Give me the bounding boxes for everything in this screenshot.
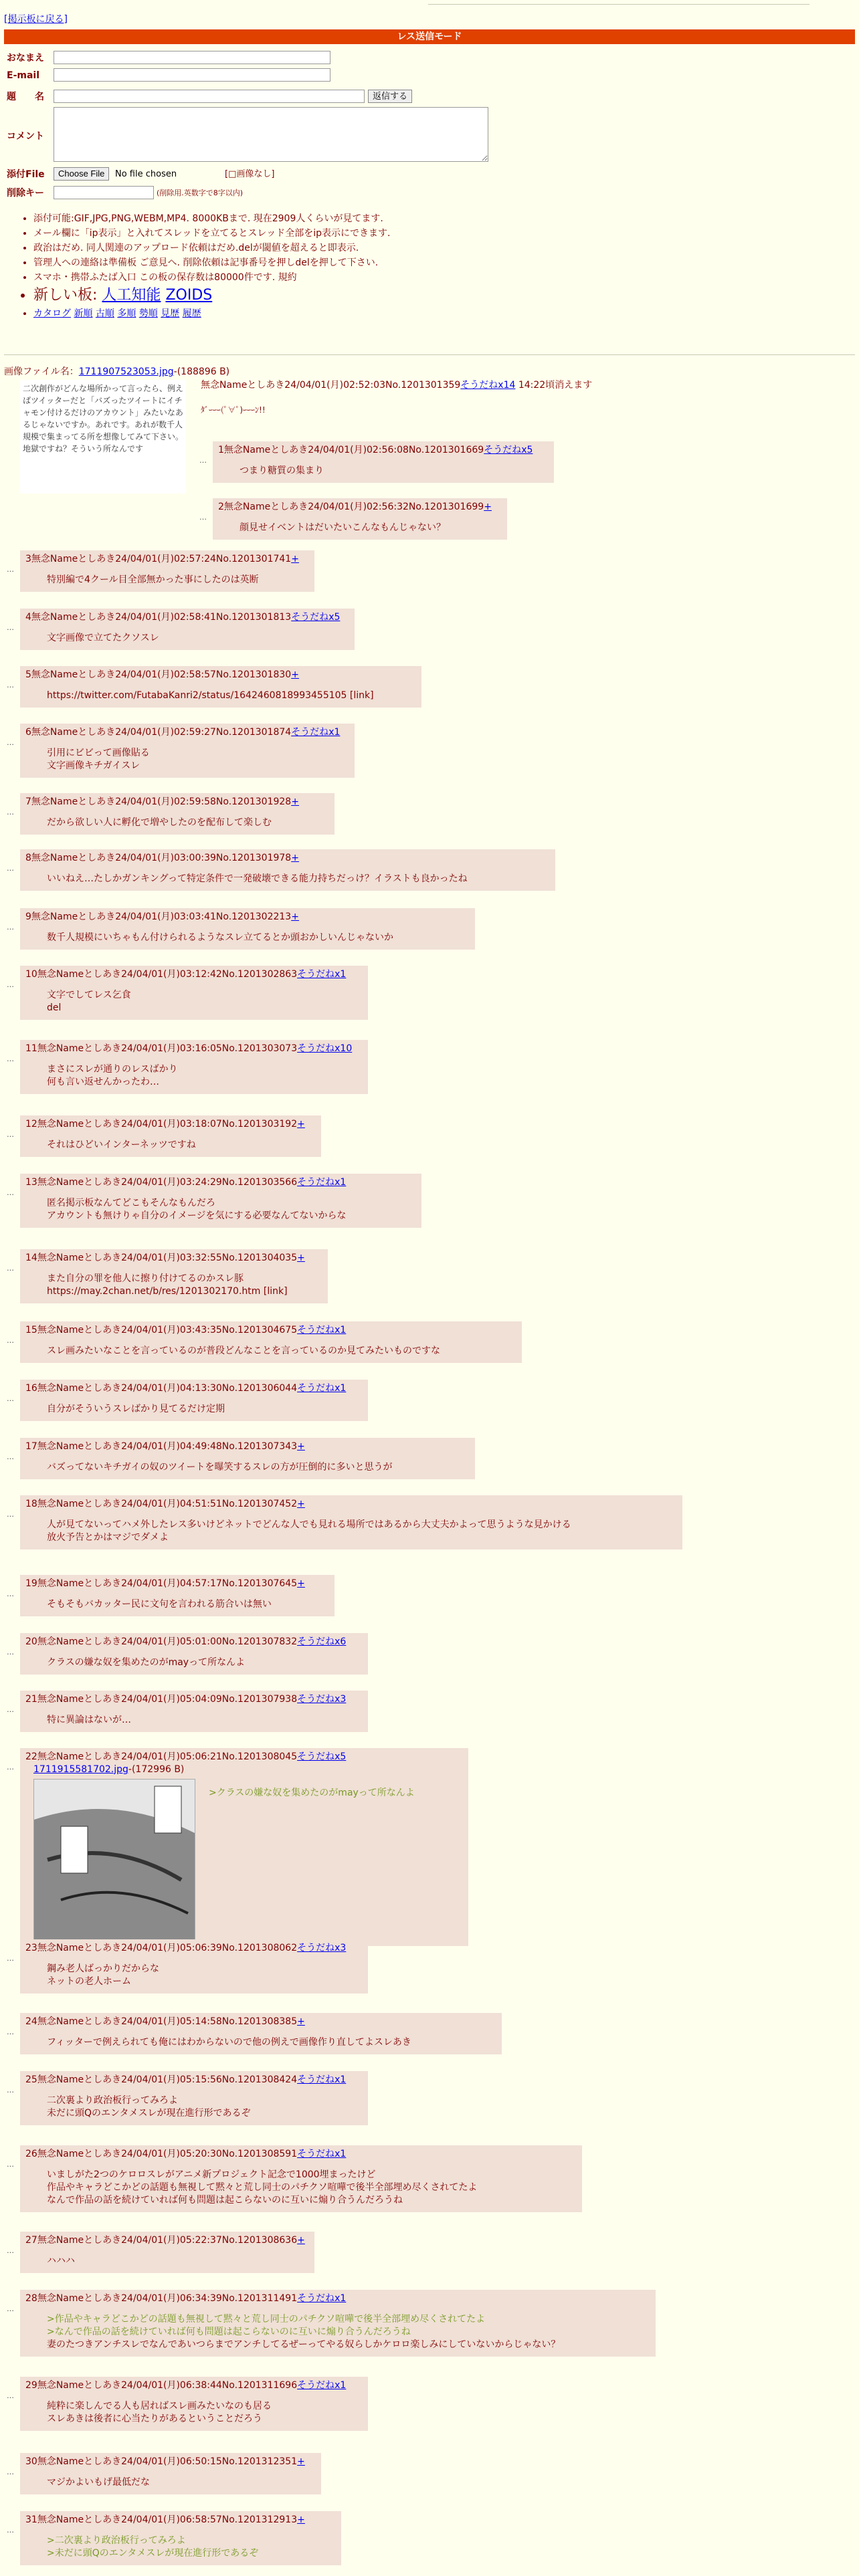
reply-body: そもそもバカッター民に文句を言われる筋合いは無い <box>47 1598 272 1610</box>
reply-number: 28 <box>25 2293 37 2304</box>
comment-label: コメント <box>7 131 44 142</box>
reply-body: マジかよいもげ最低だな <box>47 2476 150 2488</box>
reply-number: 17 <box>25 1441 37 1452</box>
reply-meta: 無念Nameとしあき24/04/01(月)02:58:41No.1201301813 <box>31 612 292 623</box>
reply-menu-icon[interactable]: … <box>7 2304 14 2313</box>
reply-body: フィッターで例えられても俺にはわからないので他の例えで画像作り直してよスレあき <box>47 2036 411 2048</box>
reply-post <box>20 1115 321 1157</box>
reply-meta: 無念Nameとしあき24/04/01(月)06:58:57No.1201312913 <box>37 2514 298 2525</box>
sodane-link[interactable]: + <box>297 1119 305 1130</box>
op-file-info: 画像ファイル名：1711907523053.jpg-(188896 B) <box>4 366 230 377</box>
reply-post <box>20 2511 341 2565</box>
reply-body: スレ画みたいなことを言っているのが普段どんなことを言っているのか見てみたいものですな <box>47 1345 440 1356</box>
sodane-link[interactable]: そうだねx1 <box>297 969 347 980</box>
rule-item: • メール欄に「ip表示」と入れてスレッドを立てるとスレッド全部をip表示にできます. <box>33 227 769 240</box>
reply-post <box>20 2232 314 2273</box>
reply-post <box>20 1321 522 1363</box>
reply-body: 特別編で4クール目全部無かった事にしたのは英断 <box>47 574 259 585</box>
reply-post <box>20 724 355 778</box>
reply-meta: 無念Nameとしあき24/04/01(月)03:00:39No.1201301978 <box>31 853 292 863</box>
manga-panel-image <box>34 1780 195 1940</box>
reply-number: 16 <box>25 1383 37 1394</box>
reply-header <box>25 1578 329 1590</box>
reply-number: 18 <box>25 1499 37 1509</box>
reply-post <box>20 1438 475 1479</box>
reply-header <box>25 1176 416 1189</box>
reply-post <box>20 2071 368 2125</box>
sodane-link[interactable]: + <box>297 1253 305 1263</box>
subject-input[interactable] <box>54 90 365 103</box>
subject-label: 題 名 <box>7 92 44 102</box>
reply-post <box>20 2453 321 2494</box>
reply-post <box>20 1633 368 1675</box>
reply-body: 文字でしてレス乞食 del <box>47 989 131 1013</box>
reply-header <box>25 968 363 981</box>
reply-mode-bar: レス送信モード <box>4 29 855 44</box>
reply-header <box>25 669 416 681</box>
thread-divider <box>4 354 855 355</box>
reply-body: まさにスレが通りのレスばかり 何も言い返せんかったわ… <box>47 1063 178 1087</box>
reply-post <box>20 1174 421 1228</box>
reply-body-line: >なんで作品の話を続けていれば何も問題は起こらないのに互いに煽り合うんだろうね <box>47 2326 411 2337</box>
reply-post <box>213 441 554 483</box>
reply-menu-icon[interactable]: … <box>7 2391 14 2400</box>
reply-number: 10 <box>25 969 37 980</box>
reply-post <box>20 2290 656 2357</box>
reply-header <box>25 1252 322 1265</box>
reply-menu-icon[interactable]: … <box>7 2526 14 2535</box>
reply-menu-icon[interactable]: … <box>7 1055 14 1063</box>
sodane-link[interactable]: そうだねx5 <box>291 612 341 623</box>
op-body: ﾀﾞｰｰｰ(ﾟ∀ﾟ)ｰｰｰﾝ!! <box>201 405 266 415</box>
reply-header <box>25 2456 316 2468</box>
new-board-link-zoids[interactable]: ZOIDS <box>165 287 213 304</box>
file-label: 添付File <box>7 169 45 180</box>
sodane-link[interactable]: + <box>291 853 299 863</box>
reply-header <box>25 1118 316 1131</box>
reply-menu-icon[interactable]: … <box>7 2028 14 2036</box>
new-boards: • 新しい板: 人工知能 ZOIDS <box>33 286 769 306</box>
reply-menu-icon[interactable]: … <box>7 2246 14 2255</box>
reply-body: バズってないキチガイの奴のツイートを曝笑するスレの方が圧倒的に多いと思うが <box>47 1461 393 1473</box>
sodane-link[interactable]: そうだねx1 <box>297 2293 347 2304</box>
sodane-link[interactable]: そうだねx1 <box>297 2149 347 2159</box>
reply-body: >クラスの嫌な奴を集めたのがmayって所なんよ <box>209 1787 415 1798</box>
op-file-link[interactable]: 1711907523053.jpg <box>78 366 174 377</box>
reply-body: だから欲しい人に孵化で増やしたのを配布して楽しむ <box>47 817 272 828</box>
reply-meta: 無念Nameとしあき24/04/01(月)04:51:51No.1201307452 <box>37 1499 298 1509</box>
sodane-link[interactable]: + <box>297 2016 305 2027</box>
sodane-link[interactable]: そうだねx3 <box>297 1694 347 1705</box>
reply-menu-icon[interactable]: … <box>7 565 14 574</box>
name-label: おなまえ <box>7 53 44 64</box>
sort-old-link[interactable]: 古順 <box>95 308 114 320</box>
op-image-thumbnail[interactable]: 二次創作がどんな場所かって言ったら、例えばツイッターだと「バズったツイートにイチャモン付けるだけのアカウント」みたいなあるじゃないですか。あれです。あれが数千人規模で集まってる所を想像してみて下さい。地獄ですね？そういう所なんです <box>20 380 186 494</box>
reply-post <box>20 966 368 1020</box>
reply-menu-icon[interactable]: … <box>7 1648 14 1656</box>
sodane-link[interactable]: そうだねx3 <box>297 1943 347 1953</box>
sodane-link[interactable]: そうだねx1 <box>297 2380 347 2391</box>
op-sodane-link[interactable]: そうだねx14 <box>460 380 516 391</box>
reply-post <box>20 2377 368 2431</box>
reply-number: 11 <box>25 1043 37 1054</box>
reply-menu-icon[interactable]: … <box>7 1394 14 1403</box>
catalog-link[interactable]: カタログ <box>33 308 71 320</box>
reply-meta: 無念Nameとしあき24/04/01(月)03:16:05No.1201303073 <box>37 1043 298 1054</box>
reply-number: 23 <box>25 1943 37 1953</box>
reply-header <box>25 2016 496 2028</box>
sodane-link[interactable]: + <box>297 1499 305 1509</box>
reply-meta: 無念Nameとしあき24/04/01(月)06:38:44No.1201311696 <box>37 2380 298 2391</box>
reply-header <box>25 2514 336 2527</box>
reply-menu-icon[interactable]: … <box>7 1453 14 1461</box>
sodane-link[interactable]: そうだねx1 <box>297 1177 347 1188</box>
sort-new-link[interactable]: 新順 <box>74 308 93 320</box>
reply-body: 匿名掲示板なんてどこもそんなもんだろ アカウントも無けりゃ自分のイメージを気にする必要なんてないからな <box>47 1197 347 1221</box>
reply-header <box>25 1440 470 1453</box>
no-file-text: No file chosen <box>115 169 177 179</box>
reply-number: 8 <box>25 853 31 863</box>
reply-post <box>20 550 314 592</box>
reply-meta: 無念Nameとしあき24/04/01(月)02:59:27No.1201301874 <box>31 727 292 738</box>
reply-number: 6 <box>25 727 31 738</box>
sodane-link[interactable]: + <box>291 669 299 680</box>
sodane-link[interactable]: そうだねx5 <box>297 1751 347 1762</box>
reply-body: 自分がそういうスレばかり見てるだけ定期 <box>47 1403 225 1414</box>
reply-header <box>25 611 349 624</box>
reply-meta: 無念Nameとしあき24/04/01(月)03:12:42No.1201302863 <box>37 969 298 980</box>
submit-reply-button[interactable]: 返信する <box>368 90 412 103</box>
reply-number: 13 <box>25 1177 37 1188</box>
reply-menu-icon[interactable]: … <box>7 1188 14 1197</box>
reply-menu-icon[interactable]: … <box>7 923 14 932</box>
reply-body-line: >作品やキャラどこかどの話題も無視して黙々と荒し同士のパチクソ喧嘩で後半全部埋め尽くされてたよ <box>47 2313 486 2325</box>
reply-file-link[interactable]: 1711915581702.jpg <box>33 1763 128 1775</box>
sodane-link[interactable]: そうだねx1 <box>297 2074 347 2085</box>
reply-meta: 無念Nameとしあき24/04/01(月)06:34:39No.1201311491 <box>37 2293 298 2304</box>
sodane-link[interactable]: そうだねx10 <box>297 1043 353 1054</box>
sodane-link[interactable]: + <box>291 796 299 807</box>
reply-number: 24 <box>25 2016 37 2027</box>
reply-meta: 無念Nameとしあき24/04/01(月)04:57:17No.1201307645 <box>37 1578 298 1589</box>
reply-meta: 無念Nameとしあき24/04/01(月)05:06:21No.1201308045 <box>37 1751 298 1762</box>
sodane-link[interactable]: そうだねx6 <box>297 1636 347 1647</box>
reply-number: 25 <box>25 2074 37 2085</box>
reply-body: 人が見てないってハメ外したレス多いけどネットでどんな人でも見れる場所ではあるから大丈夫かよって思うような見かける 放火予告とかはマジでダメよ <box>47 1519 571 1543</box>
reply-meta: 無念Nameとしあき24/04/01(月)05:22:37No.1201308636 <box>37 2235 298 2246</box>
sodane-link[interactable]: + <box>484 502 492 512</box>
reply-header <box>25 553 309 566</box>
reply-menu-icon[interactable]: … <box>7 864 14 873</box>
reply-meta: 無念Nameとしあき24/04/01(月)02:57:24No.1201301741 <box>31 554 292 564</box>
reply-number: 9 <box>25 911 31 922</box>
reply-menu-icon[interactable]: … <box>7 738 14 747</box>
reply-header <box>25 1636 363 1648</box>
reply-meta: 無念Nameとしあき24/04/01(月)05:01:00No.1201307832 <box>37 1636 298 1647</box>
reply-number: 3 <box>25 554 31 564</box>
reply-meta: 無念Nameとしあき24/04/01(月)02:58:57No.1201301830 <box>31 669 292 680</box>
reply-post <box>20 849 555 891</box>
reply-meta: 無念Nameとしあき24/04/01(月)05:20:30No.1201308591 <box>37 2149 298 2159</box>
reply-body: 鋼み老人ばっかりだからな ネットの老人ホーム <box>47 1963 159 1987</box>
rule-item: • 政治はだめ. 同人関連のアップロード依頼はだめ.delが閾値を超えると即表示. <box>33 242 769 255</box>
reply-number: 31 <box>25 2514 37 2525</box>
reply-header <box>25 2148 577 2161</box>
reply-menu-icon[interactable]: … <box>7 1336 14 1345</box>
reply-body: つまり糖質の集まり <box>240 465 324 476</box>
name-input[interactable] <box>54 51 330 64</box>
reply-body: いいねえ…たしかガンキングって特定条件で一発破壊できる能力持ちだっけ？イラストも良かったね <box>47 873 468 884</box>
reply-number: 12 <box>25 1119 37 1130</box>
sodane-link[interactable]: そうだねx1 <box>291 727 341 738</box>
reply-menu-icon[interactable]: … <box>7 1763 14 1772</box>
reply-menu-icon[interactable]: … <box>199 456 207 465</box>
reply-number: 21 <box>25 1694 37 1705</box>
reply-number: 1 <box>218 445 224 455</box>
reply-meta: 無念Nameとしあき24/04/01(月)03:43:35No.1201304675 <box>37 1325 298 1335</box>
comment-textarea[interactable] <box>54 107 488 162</box>
reply-post <box>20 1575 335 1616</box>
reply-body: ハハハ <box>47 2255 75 2266</box>
reply-header <box>25 2379 363 2392</box>
reply-post <box>213 498 507 540</box>
rule-item: • 管理人への連絡は準備板 ご意見へ. 削除依頼は記事番号を押しdelを押して下さい. <box>33 257 769 270</box>
reply-menu-icon[interactable]: … <box>7 2468 14 2476</box>
reply-number: 2 <box>218 502 224 512</box>
reply-post <box>20 1380 368 1421</box>
reply-menu-icon[interactable]: … <box>7 980 14 989</box>
reply-body: 特に異論はないが… <box>47 1714 131 1725</box>
reply-post <box>20 908 475 950</box>
reply-meta: 無念Nameとしあき24/04/01(月)05:15:56No.1201308424 <box>37 2074 298 2085</box>
reply-body: また自分の罪を他人に擦り付けてるのかスレ豚 https://may.2chan.net/b/res/1201302170.htm [link] <box>47 1273 288 1297</box>
reply-meta: 無念Nameとしあき24/04/01(月)06:50:15No.1201312351 <box>37 2456 298 2467</box>
reply-post <box>20 1495 682 1549</box>
reply-body: 純粋に楽しんでる人も居ればスレ画みたいなのも居る スレあきは後者に心当たりがあるということだろう <box>47 2400 272 2424</box>
sodane-link[interactable]: + <box>291 554 299 564</box>
delkey-note: (削除用.英数字で8字以内) <box>157 189 244 197</box>
reply-body: 文字画像で立てたクソスレ <box>47 632 159 643</box>
reply-menu-icon[interactable]: … <box>7 1264 14 1273</box>
reply-body: https://twitter.com/FutabaKanri2/status/1642460818993455105 [link] <box>47 689 374 701</box>
reply-post <box>20 666 421 708</box>
email-label: E-mail <box>7 70 40 81</box>
sodane-link[interactable]: + <box>297 2514 305 2525</box>
rule-item: • 添付可能:GIF,JPG,PNG,WEBM,MP4. 8000KBまで. 現在2909人くらいが見てます. <box>33 213 769 225</box>
reply-body: それはひどいインターネッツですね <box>47 1139 196 1150</box>
reply-number: 27 <box>25 2235 37 2246</box>
sodane-link[interactable]: そうだねx1 <box>297 1383 347 1394</box>
reply-meta: 無念Nameとしあき24/04/01(月)05:06:39No.1201308062 <box>37 1943 298 1953</box>
reply-post <box>20 2145 582 2212</box>
reply-header <box>25 1382 363 1395</box>
reply-header <box>25 726 349 739</box>
sodane-link[interactable]: + <box>297 1578 305 1589</box>
reply-file-size: -(172996 B) <box>128 1763 185 1775</box>
reply-post <box>20 1040 368 1094</box>
reply-number: 15 <box>25 1325 37 1335</box>
reply-post <box>20 1748 468 1946</box>
delkey-label: 削除キー <box>7 188 44 199</box>
email-input[interactable] <box>54 68 330 82</box>
reply-post <box>20 793 335 835</box>
viewed-history-link[interactable]: 見歴 <box>161 308 180 320</box>
sodane-link[interactable]: そうだねx5 <box>484 445 533 455</box>
rule-item: • スマホ・携帯ふたば入口 この板の保存数は80000件です. 規約 <box>33 272 769 284</box>
reply-post <box>20 2013 502 2054</box>
reply-number: 5 <box>25 669 31 680</box>
reply-number: 29 <box>25 2380 37 2391</box>
reply-number: 14 <box>25 1253 37 1263</box>
reply-body: 数千人規模にいちゃもん付けられるようなスレ立てるとか頭おかしいんじゃないか <box>47 932 393 943</box>
reply-meta: 無念Nameとしあき24/04/01(月)02:56:32No.1201301699 <box>223 502 484 512</box>
reply-menu-icon[interactable]: … <box>7 1130 14 1139</box>
sort-many-link[interactable]: 多順 <box>117 308 136 320</box>
reply-menu-icon[interactable]: … <box>7 681 14 689</box>
sodane-link[interactable]: + <box>297 2456 305 2467</box>
reply-header <box>218 444 549 457</box>
reply-body: 顔見せイベントはだいたいこんなもんじゃない？ <box>240 522 446 533</box>
history-link[interactable]: 履歴 <box>182 308 201 320</box>
reply-post <box>20 1249 328 1303</box>
reply-menu-icon[interactable]: … <box>7 808 14 817</box>
reply-post <box>20 1691 368 1732</box>
reply-number: 26 <box>25 2149 37 2159</box>
reply-meta: 無念Nameとしあき24/04/01(月)03:24:29No.1201303566 <box>37 1177 298 1188</box>
reply-header <box>25 1751 463 1763</box>
reply-meta: 無念Nameとしあき24/04/01(月)02:56:08No.1201301669 <box>223 445 484 455</box>
reply-header <box>25 2074 363 2086</box>
reply-file-info <box>33 1763 463 1776</box>
top-divider <box>428 4 809 5</box>
reply-header <box>25 1498 677 1511</box>
reply-header <box>25 911 470 924</box>
reply-menu-icon[interactable]: … <box>7 1510 14 1519</box>
reply-meta: 無念Nameとしあき24/04/01(月)04:49:48No.1201307343 <box>37 1441 298 1452</box>
no-image-checkbox[interactable]: [□画像なし] <box>225 169 275 179</box>
delete-key-input[interactable] <box>54 186 154 199</box>
reply-body: 二次裏より政治板行ってみろよ 未だに頭Qのエンタメスレが現在進行形であるぞ <box>47 2095 251 2119</box>
reply-body-line: 妻のたつきアンチスレでなんであいつらまでアンチしてるぜーってやる奴らしかケロロ楽しみにしていないからじゃない？ <box>47 2339 561 2350</box>
reply-header <box>25 2234 309 2247</box>
reply-header <box>25 1693 363 1706</box>
reply-menu-icon[interactable]: … <box>7 1954 14 1963</box>
reply-menu-icon[interactable]: … <box>7 1705 14 1714</box>
reply-menu-icon[interactable]: … <box>7 2160 14 2169</box>
sodane-link[interactable]: + <box>297 2235 305 2246</box>
reply-meta: 無念Nameとしあき24/04/01(月)02:59:58No.1201301928 <box>31 796 292 807</box>
reply-meta: 無念Nameとしあき24/04/01(月)03:03:41No.1201302213 <box>31 911 292 922</box>
reply-number: 7 <box>25 796 31 807</box>
sodane-link[interactable]: + <box>297 1441 305 1452</box>
reply-body: >二次裏より政治板行ってみろよ >未だに頭Qのエンタメスレが現在進行形であるぞ <box>47 2535 259 2559</box>
reply-number: 19 <box>25 1578 37 1589</box>
reply-meta: 無念Nameとしあき24/04/01(月)03:18:07No.1201303192 <box>37 1119 298 1130</box>
reply-header <box>25 1324 516 1337</box>
choose-file-button[interactable]: Choose File <box>54 167 109 181</box>
reply-menu-icon[interactable]: … <box>7 623 14 632</box>
reply-body <box>47 2313 650 2351</box>
reply-meta: 無念Nameとしあき24/04/01(月)04:13:30No.1201306044 <box>37 1383 298 1394</box>
board-rules <box>33 213 769 322</box>
reply-body: いましがた2つのケロロスレがアニメ新プロジェクト記念で1000埋まったけど 作品やキャラどこかどの話題も無視して黙々と荒し同士のパチクソ喧嘩で後半全部埋め尽くされてたよ なんで作品の話を続けていれば何も問題は起こらないのに互いに煽り合うんだろうね <box>47 2169 478 2206</box>
reply-post <box>20 609 355 650</box>
reply-header <box>25 796 329 809</box>
sort-momentum-link[interactable]: 勢順 <box>138 308 158 320</box>
catalog-links <box>33 308 769 320</box>
reply-meta: 無念Nameとしあき24/04/01(月)05:04:09No.1201307938 <box>37 1694 298 1705</box>
sodane-link[interactable]: + <box>291 911 299 922</box>
reply-body: 引用にビビって画像貼る 文字画像キチガイスレ <box>47 747 150 771</box>
reply-header <box>25 1942 363 1955</box>
reply-image-thumbnail[interactable] <box>33 1779 195 1941</box>
op-header: 無念Nameとしあき24/04/01(月)02:52:03No.1201301359そうだねx14 14:22頃消えます <box>201 380 593 391</box>
reply-header <box>25 2292 650 2305</box>
reply-post <box>20 1939 368 1994</box>
sodane-link[interactable]: そうだねx1 <box>297 1325 347 1335</box>
reply-header <box>25 1043 363 1055</box>
reply-header <box>25 852 550 865</box>
reply-number: 4 <box>25 612 31 623</box>
reply-menu-icon[interactable]: … <box>7 1590 14 1598</box>
reply-meta: 無念Nameとしあき24/04/01(月)03:32:55No.1201304035 <box>37 1253 298 1263</box>
reply-number: 30 <box>25 2456 37 2467</box>
reply-menu-icon[interactable]: … <box>199 513 207 522</box>
reply-meta: 無念Nameとしあき24/04/01(月)05:14:58No.1201308385 <box>37 2016 298 2027</box>
reply-header <box>218 501 502 514</box>
new-board-link-ai[interactable]: 人工知能 <box>102 287 161 304</box>
back-to-board-link[interactable]: [掲示板に戻る] <box>4 14 68 25</box>
reply-number: 22 <box>25 1751 37 1762</box>
reply-menu-icon[interactable]: … <box>7 2086 14 2095</box>
reply-number: 20 <box>25 1636 37 1647</box>
reply-body: クラスの嫌な奴を集めたのがmayって所なんよ <box>47 1656 246 1668</box>
